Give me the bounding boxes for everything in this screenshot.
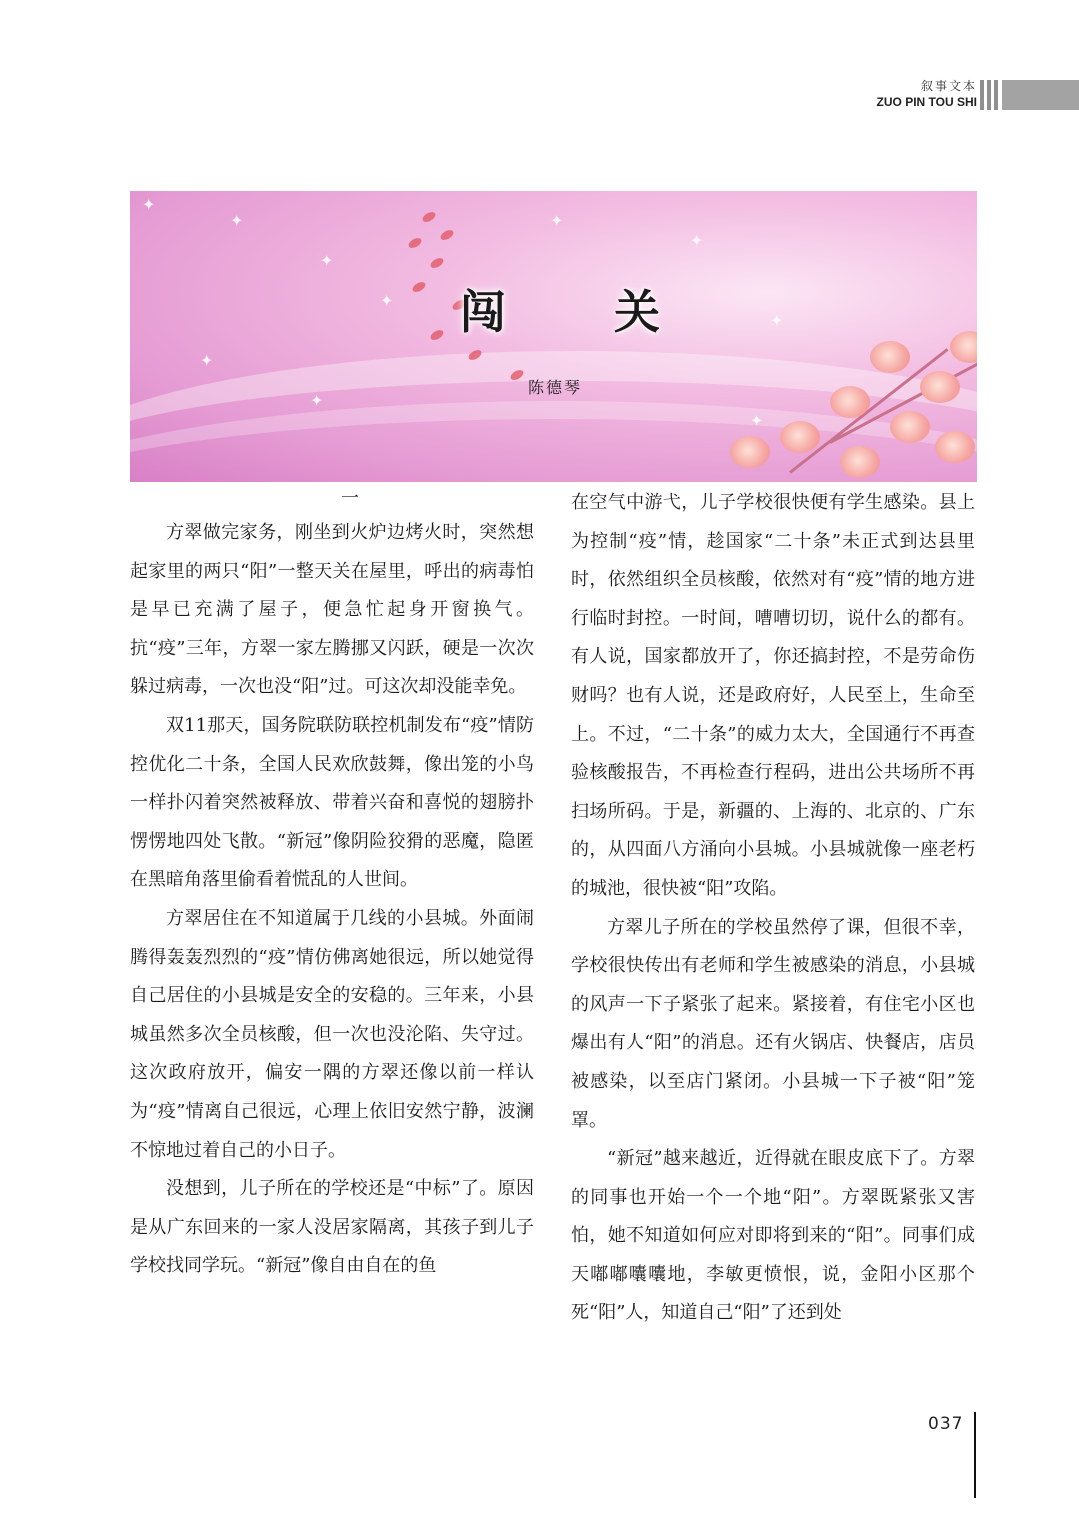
flower (920, 371, 960, 403)
petal (411, 280, 427, 294)
petal (429, 256, 445, 270)
sparkle: ✦ (320, 251, 334, 270)
sparkle: ✦ (380, 291, 394, 310)
petal (429, 328, 445, 342)
header-category: 叙事文本 (920, 79, 977, 93)
header-stripes (980, 80, 1002, 110)
flower (830, 386, 870, 418)
flower (870, 341, 910, 373)
flower (950, 331, 977, 363)
paragraph: 方翠做完家务，刚坐到火炉边烤火时，突然想起家里的两只“阳”一整天关在屋里，呼出的病毒怕是早已充满了屋子，便急忙起身开窗换气。抗“疫”三年，方翠一家左腾挪又闪跃，硬是一次次躲过病毒，一次也没“阳”过。可这次却没能幸免。 (130, 522, 534, 698)
flower (935, 431, 975, 463)
petal (421, 210, 437, 224)
paragraph: 方翠儿子所在的学校虽然停了课，但很不幸，学校很快传出有老师和学生被感染的消息，小县城的风声一下子紧张了起来。紧接着，有住宅小区也爆出有人“阳”的消息。还有火锅店、快餐店，店员被感染，以至店门紧闭。小县城一下子被“阳”笼罩。 (571, 916, 975, 1131)
section-number: 一 (341, 488, 359, 509)
paragraph: 方翠居住在不知道属于几线的小县城。外面闹腾得轰轰烈烈的“疫”情仿佛离她很远，所以她觉得自己居住的小县城是安全的安稳的。三年来，小县城虽然多次全员核酸，但一次也没沦陷、失守过。这次政府放开，偏安一隅的方翠还像以前一样认为“疫”情离自己很远，心理上依旧安然宁静，波澜不惊地过着自己的小日子。 (130, 907, 534, 1161)
sparkle: ✦ (770, 311, 784, 330)
flower (840, 446, 880, 478)
paragraph: 双11那天，国务院联防联控机制发布“疫”情防控优化二十条，全国人民欢欣鼓舞，像出笼的小鸟一样扑闪着突然被释放、带着兴奋和喜悦的翅膀扑愣愣地四处飞散。“新冠”像阴险狡猾的恶魔，隐匿在黑暗角落里偷看着慌乱的人世间。 (130, 714, 534, 891)
left-column (130, 484, 534, 1286)
paragraph: 没想到，儿子所在的学校还是“中标”了。原因是从广东回来的一家人没居家隔离，其孩子到儿子学校找同学玩。“新冠”像自由自在的鱼 (130, 1178, 534, 1277)
sparkle: ✦ (310, 391, 324, 410)
flower (780, 421, 820, 453)
running-header (877, 78, 977, 110)
sparkle: ✦ (142, 195, 156, 214)
title-char: 闯 (460, 285, 506, 339)
flower (890, 411, 930, 443)
footer-rule (974, 1412, 976, 1498)
sparkle: ✦ (200, 351, 214, 370)
sparkle: ✦ (690, 231, 704, 250)
page-number: 037 (928, 1414, 964, 1434)
petal (439, 228, 455, 242)
article-title (460, 282, 660, 342)
petal (407, 236, 423, 250)
header-gray-block (1002, 80, 1079, 110)
sparkle: ✦ (230, 211, 244, 230)
flower (730, 436, 770, 468)
title-char: 关 (614, 285, 660, 339)
sparkle: ✦ (550, 211, 564, 230)
sparkle: ✦ (750, 411, 764, 430)
right-column (571, 484, 975, 1333)
paragraph-continued: 在空气中游弋，儿子学校很快便有学生感染。县上为控制“疫”情，趁国家“二十条”未正式到达县里时，依然组织全员核酸，依然对有“疫”情的地方进行临时封控。一时间，嘈嘈切切，说什么的都有。有人说，国家都放开了，你还搞封控，不是劳命伤财吗？也有人说，还是政府好，人民至上，生命至上。不过，“二十条”的威力太大，全国通行不再查验核酸报告，不再检查行程码，进出公共场所不再扫场所码。于是，新疆的、上海的、北京的、广东的，从四面八方涌向小县城。小县城就像一座老朽的城池，很快被“阳”攻陷。 (571, 492, 975, 899)
paragraph: “新冠”越来越近，近得就在眼皮底下了。方翠的同事也开始一个一个地“阳”。方翠既紧张又害怕，她不知道如何应对即将到来的“阳”。同事们成天嘟嘟囔囔地，李敏更愤恨，说，金阳小区那个死“阳”人，知道自己“阳”了还到处 (571, 1148, 975, 1324)
header-column-name: ZUO PIN TOU SHI (876, 95, 977, 109)
author-name: 陈德琴 (527, 378, 582, 397)
